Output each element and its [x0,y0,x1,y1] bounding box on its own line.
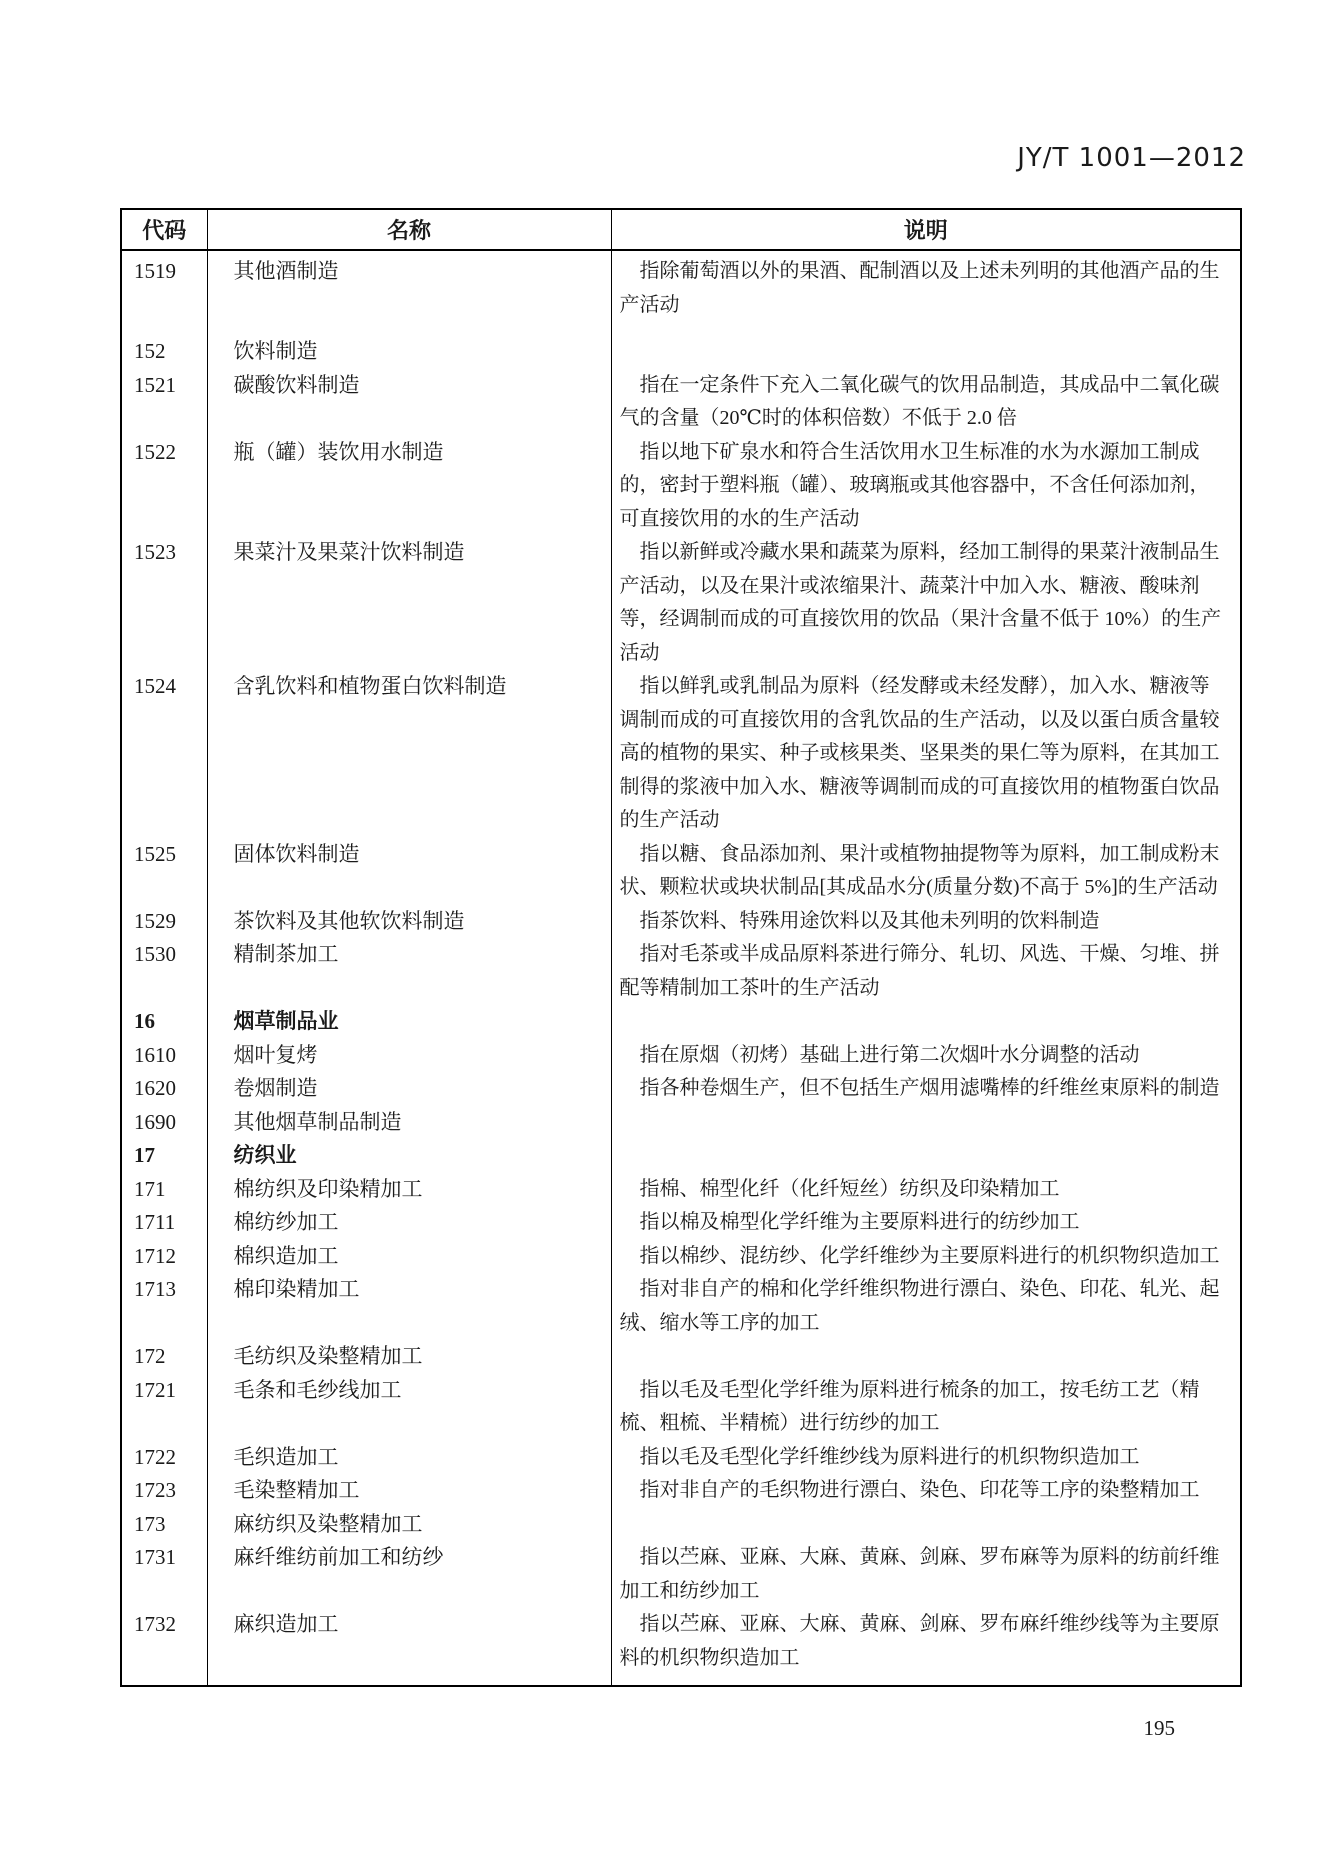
row-description [611,905,1241,939]
row-code: 1523 [134,540,176,564]
table-row [121,905,1241,939]
row-code: 1721 [134,1377,176,1402]
classification-table [120,208,1242,1687]
table-row [121,1173,1241,1207]
row-description-text: 指对非自产的棉和化学纤维织物进行漂白、染色、印花、轧光、起绒、缩水等工序的加工 [619,1278,1220,1334]
row-description-text: 指各种卷烟生产，但不包括生产烟用滤嘴棒的纤维丝束原料的制造 [639,1077,1220,1099]
table-row [121,1340,1241,1374]
table-row [121,938,1241,1005]
row-description-text: 指除葡萄酒以外的果酒、配制酒以及上述未列明的其他酒产品的生产活动 [619,260,1220,316]
row-description-text: 指对毛茶或半成品原料茶进行筛分、轧切、风选、干燥、匀堆、拼配等精制加工茶叶的生产活动 [619,943,1220,999]
row-code: 1732 [134,1612,176,1636]
row-description [611,1474,1241,1508]
row-code: 171 [134,1176,166,1201]
row-name: 含乳饮料和植物蛋白饮料制造 [207,670,611,838]
row-name: 麻纺织及染整精加工 [207,1508,611,1542]
row-code: 17 [134,1143,155,1167]
row-description [611,436,1241,537]
row-name: 纺织业 [207,1139,611,1173]
table-row [121,1072,1241,1106]
row-name: 棉织造加工 [207,1240,611,1274]
table-row [121,250,1241,322]
row-description [611,1340,1241,1374]
row-name: 卷烟制造 [207,1072,611,1106]
table-row [121,369,1241,436]
table-row [121,670,1241,838]
row-description [611,670,1241,838]
page-number: 195 [1143,1716,1175,1740]
row-description [611,1273,1241,1340]
row-description-text: 指对非自产的毛织物进行漂白、染色、印花等工序的染整精加工 [639,1479,1200,1501]
row-description [611,536,1241,670]
table-row [121,1508,1241,1542]
table-body [121,250,1241,1686]
table-row [121,322,1241,369]
row-name: 毛纺织及染整精加工 [207,1340,611,1374]
table-row [121,1374,1241,1441]
classification-table-container [120,208,1240,1687]
row-description [611,1139,1241,1173]
row-code: 1529 [134,908,176,933]
table-row [121,1240,1241,1274]
row-description [611,322,1241,369]
row-name: 其他烟草制品制造 [207,1106,611,1140]
table-row [121,1273,1241,1340]
row-code: 1712 [134,1243,176,1268]
header-description: 说明 [611,209,1241,250]
row-code: 1525 [134,841,176,866]
header-code: 代码 [121,209,207,250]
row-code: 1711 [134,1210,176,1234]
row-name: 烟叶复烤 [207,1039,611,1073]
row-code: 172 [134,1344,166,1368]
table-row [121,436,1241,537]
row-description-text: 指棉、棉型化纤（化纤短丝）纺织及印染精加工 [639,1177,1060,1200]
row-description-text: 指以苎麻、亚麻、大麻、黄麻、剑麻、罗布麻纤维纱线等为主要原料的机织物织造加工 [619,1613,1220,1669]
standard-number: JY/T 1001—2012 [1017,143,1246,173]
row-name: 其他酒制造 [207,250,611,322]
row-description [611,1106,1241,1140]
row-description [611,1441,1241,1475]
row-description [611,369,1241,436]
table-row [121,838,1241,905]
row-name: 烟草制品业 [207,1005,611,1039]
row-description-text: 指以地下矿泉水和符合生活饮用水卫生标准的水为水源加工制成的，密封于塑料瓶（罐）、玻璃瓶或其他容器中，不含任何添加剂，可直接饮用的水的生产活动 [619,440,1210,530]
row-name: 固体饮料制造 [207,838,611,905]
row-name: 茶饮料及其他软饮料制造 [207,905,611,939]
row-name: 麻纤维纺前加工和纺纱 [207,1541,611,1608]
row-code: 173 [134,1511,166,1536]
header-name: 名称 [207,209,611,250]
row-description [611,1005,1241,1039]
table-row [121,1474,1241,1508]
row-description [611,250,1241,322]
row-description [611,1508,1241,1542]
row-name: 果菜汁及果菜汁饮料制造 [207,536,611,670]
row-code: 1521 [134,372,176,397]
row-description [611,1374,1241,1441]
row-description [611,938,1241,1005]
row-code: 152 [134,339,166,363]
row-description-text: 指茶饮料、特殊用途饮料以及其他未列明的饮料制造 [639,909,1100,932]
row-code: 1620 [134,1076,176,1100]
table-row [121,1541,1241,1608]
row-description [611,1240,1241,1274]
table-row [121,1608,1241,1686]
table-row [121,536,1241,670]
row-name: 棉纺织及印染精加工 [207,1173,611,1207]
row-description-text: 指以糖、食品添加剂、果汁或植物抽提物等为原料，加工制成粉末状、颗粒状或块状制品[其成品水分(质量分数)不高于 5%]的生产活动 [619,842,1220,898]
table-header-row [121,209,1241,250]
row-description-text: 指以棉及棉型化学纤维为主要原料进行的纺纱加工 [639,1211,1080,1233]
table-row [121,1106,1241,1140]
row-name: 饮料制造 [207,322,611,369]
row-description-text: 指在一定条件下充入二氧化碳气的饮用品制造，其成品中二氧化碳气的含量（20℃时的体积倍数）不低于 2.0 倍 [619,373,1220,429]
row-description-text: 指在原烟（初烤）基础上进行第二次烟叶水分调整的活动 [639,1043,1140,1066]
row-code: 1519 [134,259,176,283]
row-description-text: 指以新鲜或冷藏水果和蔬菜为原料，经加工制得的果菜汁液制品生产活动，以及在果汁或浓缩果汁、蔬菜汁中加入水、糖液、酸味剂等，经调制而成的可直接饮用的饮品（果汁含量不低于 10%）的生产活动 [619,541,1222,664]
row-code: 1524 [134,674,176,698]
row-name: 棉印染精加工 [207,1273,611,1340]
row-description [611,1039,1241,1073]
row-code: 1713 [134,1277,176,1301]
row-code: 1530 [134,942,176,966]
table-row [121,1139,1241,1173]
row-code: 1610 [134,1042,176,1067]
row-code: 1723 [134,1478,176,1502]
row-name: 麻织造加工 [207,1608,611,1686]
row-description-text: 指以棉纱、混纺纱、化学纤维纱为主要原料进行的机织物织造加工 [639,1244,1220,1267]
row-description-text: 指以毛及毛型化学纤维纱线为原料进行的机织物织造加工 [639,1445,1140,1468]
row-name: 碳酸饮料制造 [207,369,611,436]
row-name: 毛条和毛纱线加工 [207,1374,611,1441]
table-row [121,1441,1241,1475]
row-description [611,1072,1241,1106]
row-name: 毛织造加工 [207,1441,611,1475]
row-description [611,1206,1241,1240]
row-code: 1731 [134,1545,176,1569]
row-name: 棉纺纱加工 [207,1206,611,1240]
row-name: 精制茶加工 [207,938,611,1005]
row-description-text: 指以苎麻、亚麻、大麻、黄麻、剑麻、罗布麻等为原料的纺前纤维加工和纺纱加工 [619,1546,1220,1602]
row-code: 1722 [134,1444,176,1469]
row-code: 1522 [134,439,176,464]
row-description [611,838,1241,905]
table-row [121,1005,1241,1039]
row-name: 毛染整精加工 [207,1474,611,1508]
row-code: 1690 [134,1109,176,1134]
row-description [611,1608,1241,1686]
table-row [121,1206,1241,1240]
row-name: 瓶（罐）装饮用水制造 [207,436,611,537]
row-description-text: 指以毛及毛型化学纤维为原料进行梳条的加工，按毛纺工艺（精梳、粗梳、半精梳）进行纺纱的加工 [619,1378,1200,1434]
row-code: 16 [134,1009,155,1033]
row-description-text: 指以鲜乳或乳制品为原料（经发酵或未经发酵），加入水、糖液等调制而成的可直接饮用的含乳饮品的生产活动，以及以蛋白质含量较高的植物的果实、种子或核果类、坚果类的果仁等为原料，在其加工制得的浆液中加入水、糖液等调制而成的可直接饮用的植物蛋白饮品的生产活动 [619,675,1220,831]
table-row [121,1039,1241,1073]
row-description [611,1541,1241,1608]
row-description [611,1173,1241,1207]
